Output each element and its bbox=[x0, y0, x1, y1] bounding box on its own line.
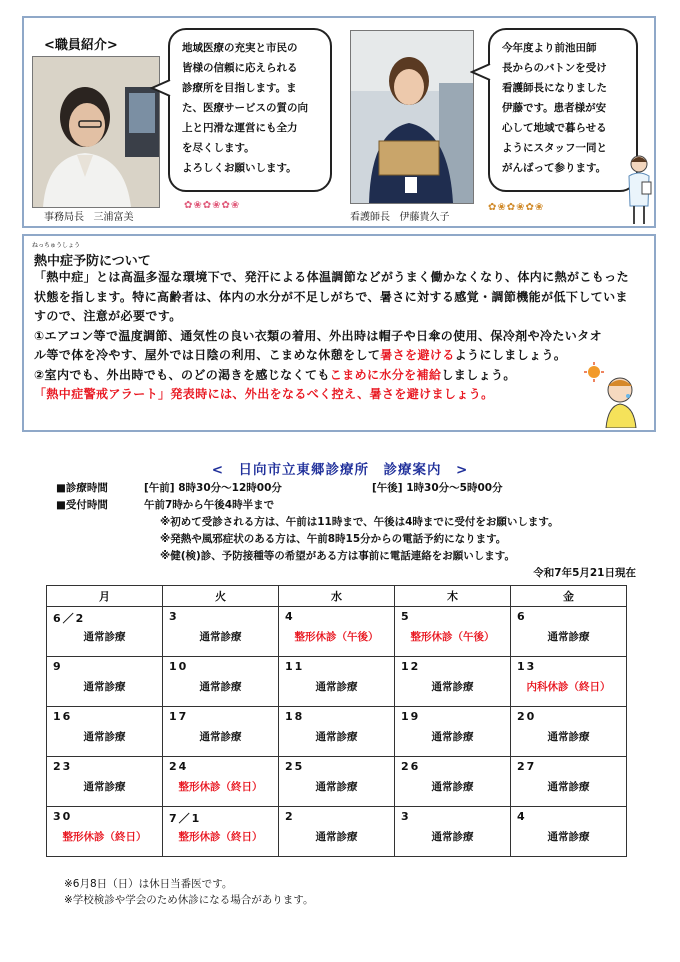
calendar-day-cell bbox=[511, 707, 627, 757]
weekday-header: 木 bbox=[395, 586, 511, 607]
point-2-highlight: こまめに水分を補給 bbox=[329, 367, 442, 382]
bubble-line: 心して地域で暮らせる bbox=[502, 122, 607, 134]
reception-value: 午前7時から午後4時半まで bbox=[144, 499, 275, 511]
calendar-date: 3 bbox=[169, 610, 179, 623]
heatstroke-title: 熱中症予防について bbox=[34, 254, 151, 269]
calendar-date: 18 bbox=[285, 710, 305, 723]
calendar-day-cell bbox=[163, 607, 279, 657]
footer-note: ※6月8日（日）は休日当番医です。 bbox=[64, 878, 233, 890]
calendar-day-cell bbox=[279, 607, 395, 657]
calendar-week-row bbox=[47, 707, 627, 757]
calendar-status: 通常診療 bbox=[83, 731, 126, 743]
calendar-date: 7／1 bbox=[169, 812, 202, 825]
staff-name-left: 三浦富美 bbox=[93, 212, 134, 223]
point-2-tail: しましょう。 bbox=[441, 367, 516, 382]
footer-notes bbox=[64, 876, 313, 908]
calendar-status: 通常診療 bbox=[431, 731, 474, 743]
calendar-date: 23 bbox=[53, 760, 73, 773]
calendar-day-cell bbox=[47, 757, 163, 807]
calendar-status: 通常診療 bbox=[199, 681, 242, 693]
footer-note: ※学校検診や学会のため休診になる場合があります。 bbox=[64, 894, 314, 906]
point-1-tail: ようにしましょう。 bbox=[454, 348, 567, 362]
calendar-day-cell bbox=[279, 807, 395, 857]
calendar-status: 通常診療 bbox=[547, 831, 590, 843]
hot-person-illustration-icon bbox=[584, 362, 644, 428]
calendar-status: 通常診療 bbox=[431, 781, 474, 793]
calendar-status: 通常診療 bbox=[83, 681, 126, 693]
calendar-date: 10 bbox=[169, 660, 189, 673]
calendar-date: 3 bbox=[401, 810, 411, 823]
bubble-tail-left-icon bbox=[150, 78, 172, 98]
nurse-illustration-icon bbox=[624, 154, 654, 226]
staff-name-right: 伊藤貴久子 bbox=[399, 212, 450, 223]
bubble-line: た、医療サービスの質の向 bbox=[182, 102, 308, 114]
staff-photo-office-director bbox=[32, 56, 160, 208]
bubble-line: 皆様の信頼に応えられる bbox=[182, 62, 298, 74]
staff-role-right: 看護師長 bbox=[350, 212, 390, 223]
staff-role-left: 事務局長 bbox=[44, 212, 84, 223]
calendar-status: 通常診療 bbox=[547, 631, 590, 643]
calendar-day-cell bbox=[163, 657, 279, 707]
clinic-note: ※健(検)診、予防接種等の希望がある方は事前に電話連絡をお願いします。 bbox=[160, 550, 515, 562]
bubble-tail-right-icon bbox=[470, 62, 492, 82]
calendar-day-cell bbox=[511, 757, 627, 807]
calendar-day-cell bbox=[395, 657, 511, 707]
calendar-date: 13 bbox=[517, 660, 537, 673]
calendar-closed-status: 整形休診（午後） bbox=[410, 631, 495, 643]
clinic-title: < 日向市立東郷診療所 診療案内 > bbox=[211, 462, 469, 478]
reception-label: ■受付時間 bbox=[56, 499, 108, 511]
calendar-day-cell bbox=[163, 807, 279, 857]
calendar-body bbox=[47, 607, 627, 857]
calendar-date: 16 bbox=[53, 710, 73, 723]
clinic-calendar bbox=[46, 585, 627, 857]
calendar-date: 11 bbox=[285, 660, 305, 673]
calendar-date: 2 bbox=[285, 810, 295, 823]
heatstroke-alert: 「熱中症警戒アラート」発表時には、外出をなるべく控え、暑さを避けましょう。 bbox=[34, 387, 494, 401]
calendar-date: 6 bbox=[517, 610, 527, 623]
hours-pm: [午後] 1時30分～5時00分 bbox=[372, 482, 503, 494]
calendar-date: 27 bbox=[517, 760, 537, 773]
calendar-day-cell bbox=[395, 607, 511, 657]
calendar-date: 24 bbox=[169, 760, 189, 773]
calendar-status: 通常診療 bbox=[83, 631, 126, 643]
calendar-week-row bbox=[47, 657, 627, 707]
bubble-line: を尽くします。 bbox=[182, 142, 255, 154]
heatstroke-point-1 bbox=[34, 327, 604, 366]
calendar-status: 通常診療 bbox=[199, 731, 242, 743]
heatstroke-point-2 bbox=[34, 366, 634, 386]
calendar-date: 6／2 bbox=[53, 612, 86, 625]
calendar-date: 12 bbox=[401, 660, 421, 673]
calendar-day-cell bbox=[511, 807, 627, 857]
as-of-date: 令和7年5月21日現在 bbox=[533, 567, 636, 579]
staff-caption-left bbox=[44, 208, 134, 223]
bubble-line: がんばって参ります。 bbox=[502, 162, 607, 174]
calendar-closed-status: 整形休診（終日） bbox=[178, 831, 263, 843]
clinic-note: ※初めて受診される方は、午前は11時まで、午後は4時までに受付をお願いします。 bbox=[160, 516, 559, 528]
weekday-header: 水 bbox=[279, 586, 395, 607]
clinic-note: ※発熱や風邪症状のある方は、午前8時15分からの電話予約になります。 bbox=[160, 533, 507, 545]
weekday-header: 金 bbox=[511, 586, 627, 607]
point-1-highlight: 暑さを避ける bbox=[380, 348, 455, 362]
weekday-header: 火 bbox=[163, 586, 279, 607]
calendar-day-cell bbox=[163, 757, 279, 807]
heatstroke-body bbox=[34, 268, 634, 405]
calendar-day-cell bbox=[279, 707, 395, 757]
point-1-text: ①エアコン等で温度調節、通気性の良い衣類の着用、外出時は帽子や日傘の使用、保冷剤や冷たいタオル等で体を冷やす、屋外では日陰の利用、こまめな休憩をして bbox=[34, 328, 602, 362]
calendar-day-cell bbox=[279, 757, 395, 807]
calendar-closed-status: 内科休診（終日） bbox=[526, 681, 611, 693]
bubble-line: 伊藤です。患者様が安 bbox=[502, 102, 607, 114]
speech-bubble-head-nurse bbox=[488, 28, 638, 192]
calendar-status: 通常診療 bbox=[315, 681, 358, 693]
calendar-week-row bbox=[47, 607, 627, 657]
staff-heading: <職員紹介> bbox=[44, 38, 118, 53]
hours-label: ■診療時間 bbox=[56, 482, 108, 494]
calendar-status: 通常診療 bbox=[199, 631, 242, 643]
hours-am: [午前] 8時30分～12時00分 bbox=[144, 482, 282, 494]
bubble-line: よろしくお願いします。 bbox=[182, 162, 297, 174]
calendar-day-cell bbox=[395, 807, 511, 857]
calendar-week-row bbox=[47, 757, 627, 807]
calendar-date: 30 bbox=[53, 810, 73, 823]
calendar-date: 4 bbox=[285, 610, 295, 623]
calendar-day-cell bbox=[47, 707, 163, 757]
calendar-date: 17 bbox=[169, 710, 189, 723]
calendar-status: 通常診療 bbox=[315, 831, 358, 843]
staff-photo-head-nurse bbox=[350, 30, 474, 204]
flower-decoration-icon: ✿❀✿❀✿❀ bbox=[184, 200, 241, 211]
calendar-day-cell bbox=[163, 707, 279, 757]
heatstroke-paragraph bbox=[34, 268, 634, 327]
calendar-status: 通常診療 bbox=[83, 781, 126, 793]
calendar-status: 通常診療 bbox=[547, 781, 590, 793]
calendar-day-cell bbox=[511, 607, 627, 657]
calendar-day-cell bbox=[47, 807, 163, 857]
calendar-date: 20 bbox=[517, 710, 537, 723]
calendar-closed-status: 整形休診（終日） bbox=[178, 781, 263, 793]
speech-bubble-office-director bbox=[168, 28, 332, 192]
calendar-status: 通常診療 bbox=[315, 781, 358, 793]
calendar-status: 通常診療 bbox=[315, 731, 358, 743]
calendar-day-cell bbox=[395, 757, 511, 807]
staff-caption-right bbox=[350, 208, 450, 223]
calendar-day-cell bbox=[511, 657, 627, 707]
bubble-line: 今年度より前池田師 bbox=[502, 42, 597, 54]
bubble-line: 看護師長になりました bbox=[502, 82, 607, 94]
calendar-day-cell bbox=[47, 657, 163, 707]
heatstroke-definition: とは高温多湿な環境下で、発汗による体温調節などがうまく働かなくなり、体内に熱がこもった状態を指します。特に高齢者は、体内の水分が不足しがちで、暑さに対する感覚・調節機能が低下していますので、注意が必要です。 bbox=[34, 270, 629, 323]
calendar-status: 通常診療 bbox=[547, 731, 590, 743]
weekday-header: 月 bbox=[47, 586, 163, 607]
calendar-date: 19 bbox=[401, 710, 421, 723]
calendar-week-row bbox=[47, 807, 627, 857]
calendar-status: 通常診療 bbox=[431, 681, 474, 693]
calendar-date: 26 bbox=[401, 760, 421, 773]
calendar-header-row bbox=[47, 586, 627, 607]
calendar-closed-status: 整形休診（午後） bbox=[294, 631, 379, 643]
calendar-date: 5 bbox=[401, 610, 411, 623]
calendar-day-cell bbox=[47, 607, 163, 657]
calendar-day-cell bbox=[279, 657, 395, 707]
heatstroke-ruby: ねっちゅうしょう bbox=[32, 242, 81, 249]
calendar-status: 通常診療 bbox=[431, 831, 474, 843]
bubble-line: 上と円滑な運営にも全力 bbox=[182, 122, 298, 134]
bubble-line: ようにスタッフ一同と bbox=[502, 142, 607, 154]
calendar-date: 4 bbox=[517, 810, 527, 823]
calendar-date: 25 bbox=[285, 760, 305, 773]
calendar-closed-status: 整形休診（終日） bbox=[62, 831, 147, 843]
bubble-line: 診療所を目指します。ま bbox=[182, 82, 297, 94]
heatstroke-term: 「熱中症」 bbox=[34, 270, 97, 284]
point-2-text: ②室内でも、外出時でも、のどの渇きを感じなくても bbox=[34, 367, 330, 382]
bubble-line: 長からのバトンを受け bbox=[502, 62, 607, 74]
calendar-date: 9 bbox=[53, 660, 63, 673]
calendar-day-cell bbox=[395, 707, 511, 757]
bubble-line: 地域医療の充実と市民の bbox=[182, 42, 298, 54]
flower-decoration-icon: ✿❀✿❀✿❀ bbox=[488, 202, 545, 213]
